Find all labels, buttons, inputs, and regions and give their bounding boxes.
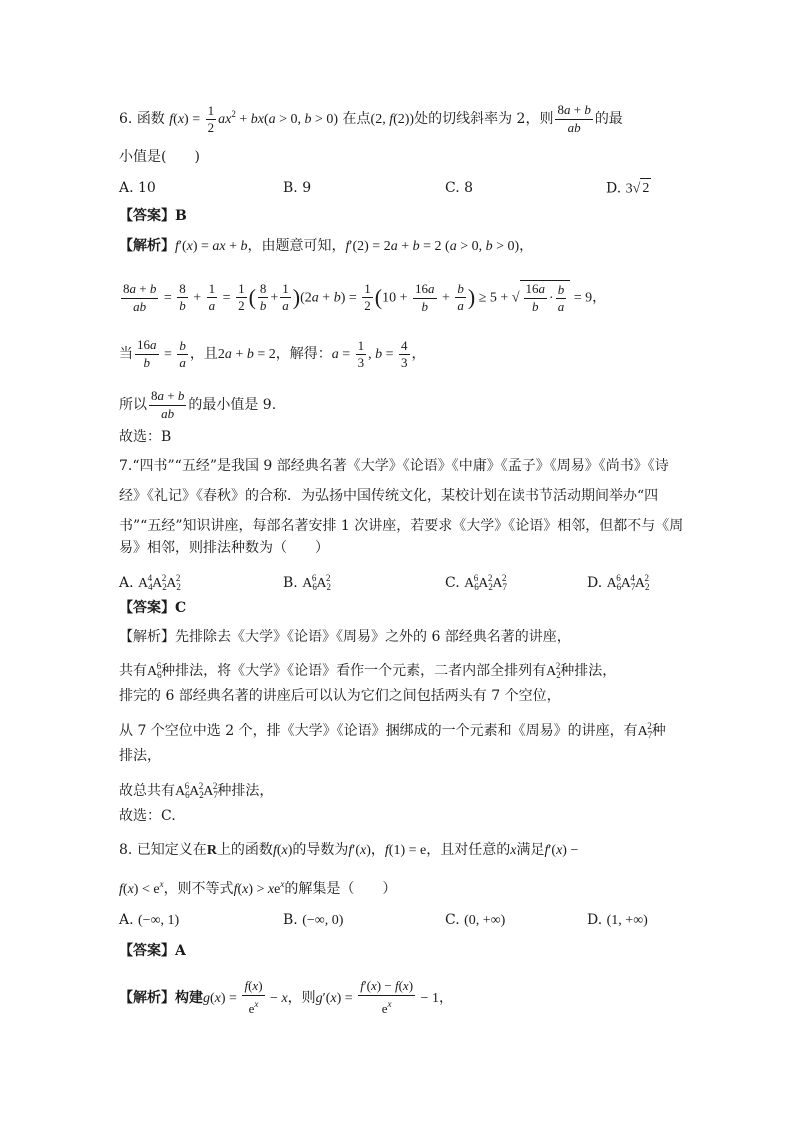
q8-option-a: A. (−∞, 1): [119, 912, 180, 928]
q8-explanation-line1: 【解析】构建g(x) = $\frac{f(x)}{e^x}$ − x，则g′(x) = $\frac{f'(x) - f(x)}{e^x}$ − 1，: [119, 978, 453, 1016]
q7-option-c: C. $A_6^6A_2^2A_7^2$: [445, 573, 507, 592]
q8-option-d: D. (1, +∞): [587, 912, 648, 928]
q6-explanation-line4: 所以 $\frac{8a + b}{ab}$ 的最小值是 9.: [119, 388, 277, 421]
q6-option-c: C. 8: [445, 180, 474, 196]
q7-option-a: A. $A_4^4A_2^2A_2^2$: [119, 573, 181, 592]
q7-option-d: D. $A_6^6A_7^4A_2^2$: [587, 573, 650, 592]
q7-stem-line3: 书”“五经”知识讲座，每部名著安排 1 次讲座，若要求《大学》《论语》相邻，但都不与《周: [119, 518, 684, 534]
q6-option-a: A. 10: [119, 180, 156, 196]
q8-stem-line2: $f(x) < e^x$，则不等式$f(x) > xe^x$的解集是（ ）: [119, 879, 397, 897]
q7-explanation-line1: 【解析】先排除去《大学》《论语》《周易》之外的 6 部经典名著的讲座，: [119, 629, 571, 645]
q6-option-d: D. 3√ 2: [606, 178, 651, 200]
q7-explanation-line6: 故总共有$A_6^6A_2^2A_7^2$种排法，: [119, 781, 274, 800]
q8-option-c: C. (0, +∞): [445, 912, 506, 928]
q7-stem-line4: 易》相邻，则排法种数为（ ）: [119, 540, 329, 556]
q7-explanation-line4: 从 7 个空位中选 2 个，排《大学》《论语》捆绑成的一个元素和《周易》的讲座，有$A_7^2$种: [119, 721, 666, 740]
q6-number: 6.: [119, 111, 133, 127]
q6-answer: 【答案】B: [119, 208, 187, 224]
q6-explanation-line1: 【解析】f′(x) = ax + b，由题意可知，f′(2) = 2a + b = 2 (a > 0, b > 0)，: [119, 238, 534, 254]
q8-stem-line1: 8. 已知定义在R上的函数f(x)的导数为f′(x)，f(1) = e，且对任意的x满足f′(x) −: [119, 842, 579, 858]
q6-stem-line2: 小值是( ): [119, 149, 200, 165]
q6-option-b: B. 9: [283, 180, 312, 196]
q6-target-frac: $\frac{8a + b}{ab}$: [557, 102, 591, 135]
q6-function-expr: f: [169, 112, 174, 127]
q7-answer: 【答案】C: [119, 600, 187, 616]
q7-explanation-line2: 共有$A_6^6$种排法，将《大学》《论语》看作一个元素，二者内部全排列有$A_2^2$种排法，: [119, 661, 617, 680]
q6-frac-half: $\frac{1}{2}$: [207, 102, 215, 135]
q6-stem-line1: 6. 函数 f(x) = $\frac{1}{2}$ $ax^2 + bx(a > 0$, b > 0) 在点(2, f(2))处的切线斜率为 2，则 $\frac{8a + b}{ab}$ 的最: [119, 102, 623, 135]
q7-stem-line2: 经》《礼记》《春秋》的合称．为弘扬中国传统文化，某校计划在读书节活动期间举办“四: [119, 488, 659, 504]
q7-explanation-line3: 排完的 6 部经典名著的讲座后可以认为它们之间包括两头有 7 个空位，: [119, 688, 561, 704]
q7-stem-line1: 7.“四书”“五经”是我国 9 部经典名著《大学》《论语》《中庸》《孟子》《周易》《尚书》《诗: [119, 458, 669, 474]
q6-explanation-line3: 当 $\frac{16a}{b}$ = $\frac{b}{a}$ ，且2a + b = 2，解得：a = $\frac{1}{3}$ , b = $\frac{4}{3}$ ，: [119, 337, 426, 370]
q8-answer: 【答案】A: [119, 943, 186, 959]
q7-choose: 故选：C.: [119, 808, 176, 824]
q6-choose: 故选：B: [119, 429, 172, 445]
q7-explanation-line5: 排法，: [119, 748, 161, 764]
q8-option-b: B. (−∞, 0): [283, 912, 344, 928]
q6-explanation-line2: $\frac{8a + b}{ab}$ = $\frac{8}{b}$ + $\frac{1}{a}$ = $\frac{1}{2}$ ( $\frac{8}{b}$ + $\frac{1}{a}$ )(2a + b) = $\frac{1}{2}$ (10 + $\frac{16a}{b}$ + $\frac{b}{a}$ ) ≥ 5 + √ $\frac{16a}{b}$ · $\frac{b}{a}$ = 9，: [123, 280, 607, 314]
q7-option-b: B. $A_6^6A_2^2$: [283, 573, 331, 592]
